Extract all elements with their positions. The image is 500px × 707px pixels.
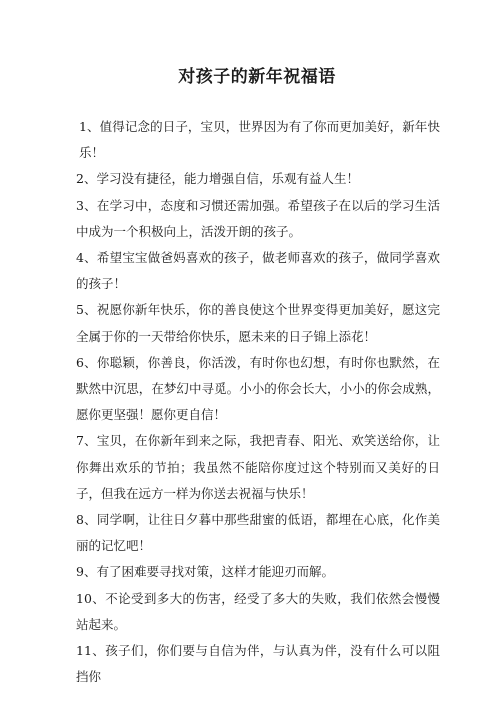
list-item: 5、祝愿你新年快乐，你的善良使这个世界变得更加美好，愿这完全属于你的一天带给你快乐，愿未来的日子锦上添花！ (76, 302, 440, 344)
list-item: 4、希望宝宝做爸妈喜欢的孩子，做老师喜欢的孩子，做同学喜欢的孩子！ (76, 250, 440, 292)
list-item: 9、有了困难要寻找对策，这样才能迎刃而解。 (76, 564, 334, 580)
list-item: 3、在学习中，态度和习惯还需加强。希望孩子在以后的学习生活中成为一个积极向上，活泼开朗的孩子。 (76, 197, 440, 239)
list-item: 6、你聪颖，你善良，你活泼，有时你也幻想，有时你也默然，在默然中沉思，在梦幻中寻觅。小小的你会长大，小小的你会成熟，愿你更坚强！愿你更自信！ (76, 354, 440, 423)
list-item: 8、同学啊，让往日夕暮中那些甜蜜的低语，都埋在心底，化作美丽的记忆吧！ (76, 512, 440, 554)
list-item: 1、值得记念的日子，宝贝，世界因为有了你而更加美好，新年快乐！ (79, 119, 440, 161)
document-title: 对孩子的新年祝福语 (178, 67, 336, 87)
list-item: 11、孩子们，你们要与自信为伴，与认真为伴，没有什么可以阻挡你 (76, 643, 440, 685)
list-item: 2、学习没有捷径，能力增强自信，乐观有益人生！ (76, 171, 359, 187)
list-item: 7、宝贝，在你新年到来之际，我把青春、阳光、欢笑送给你，让你舞出欢乐的节拍；我虽然不能陪你度过这个特别而又美好的日子，但我在远方一样为你送去祝福与快乐！ (76, 433, 440, 501)
blessing-list (76, 114, 440, 690)
list-item: 10、不论受到多大的伤害，经受了多大的失败，我们依然会慢慢站起来。 (76, 590, 440, 632)
